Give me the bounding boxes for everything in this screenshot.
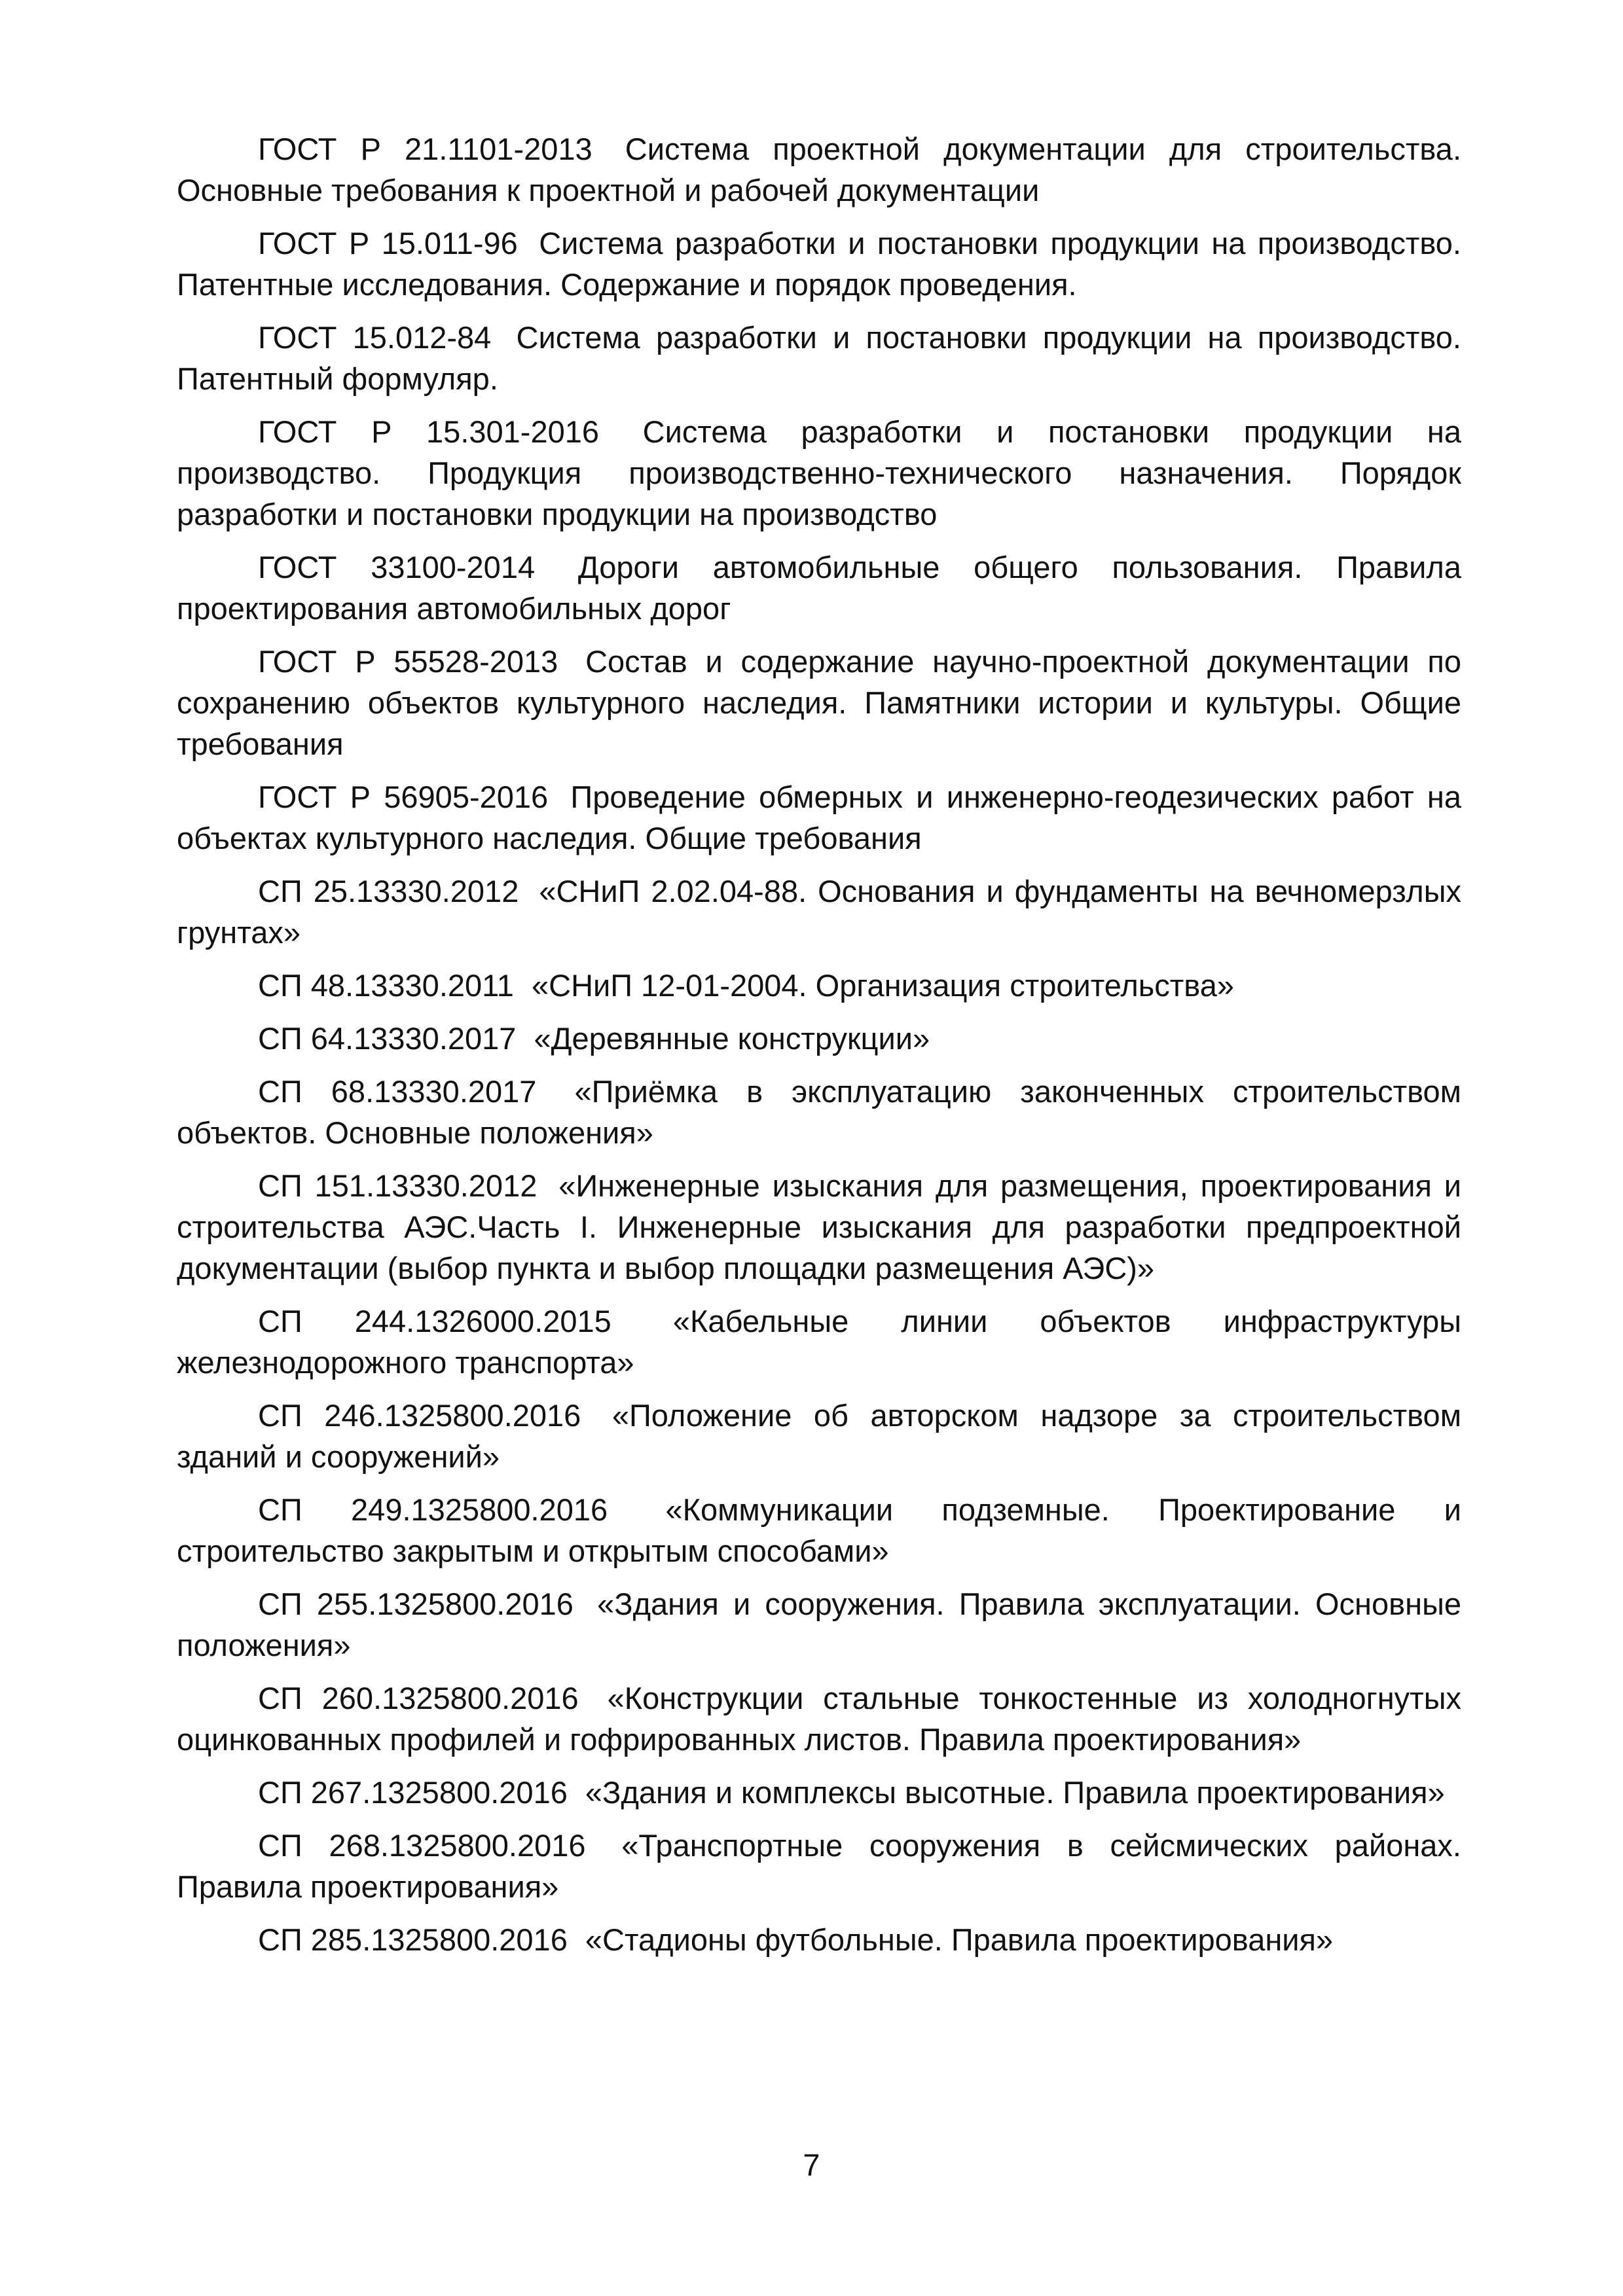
reference-code: ГОСТ Р 21.1101-2013	[258, 132, 593, 166]
page-number: 7	[803, 2147, 820, 2182]
reference-title: «СНиП 12-01-2004. Организация строительства»	[532, 968, 1234, 1003]
reference-item	[177, 641, 1461, 764]
reference-title: «Деревянные конструкции»	[534, 1021, 930, 1056]
reference-code: СП 246.1325800.2016	[258, 1398, 581, 1433]
reference-item	[177, 1919, 1461, 1960]
reference-code: СП 249.1325800.2016	[258, 1492, 608, 1527]
reference-title: Состав и содержание научно-проектной документации по сохранению объектов культурного наследия. Памятники истории и культуры. Общие требования	[177, 644, 1461, 761]
reference-title: «Приёмка в эксплуатацию законченных строительством объектов. Основные положения»	[177, 1074, 1461, 1150]
reference-title: Дороги автомобильные общего пользования. Правила проектирования автомобильных дорог	[177, 550, 1461, 626]
reference-item	[177, 317, 1461, 399]
reference-title: «Коммуникации подземные. Проектирование и строительство закрытым и открытым способами»	[177, 1492, 1461, 1568]
reference-item	[177, 223, 1461, 305]
reference-list	[177, 128, 1461, 1972]
reference-code: СП 268.1325800.2016	[258, 1828, 586, 1863]
reference-item	[177, 870, 1461, 953]
reference-code: СП 151.13330.2012	[258, 1168, 538, 1203]
reference-item	[177, 1489, 1461, 1571]
reference-code: ГОСТ Р 15.301-2016	[258, 414, 600, 449]
reference-code: ГОСТ 15.012-84	[258, 320, 492, 355]
reference-item	[177, 1825, 1461, 1907]
reference-item	[177, 1583, 1461, 1666]
reference-item	[177, 965, 1461, 1006]
reference-title: «Здания и комплексы высотные. Правила проектирования»	[585, 1775, 1445, 1810]
reference-title: «Транспортные сооружения в сейсмических районах. Правила проектирования»	[177, 1828, 1461, 1904]
reference-code: СП 48.13330.2011	[258, 968, 514, 1003]
reference-code: СП 64.13330.2017	[258, 1021, 517, 1056]
reference-item	[177, 547, 1461, 629]
reference-item	[177, 1772, 1461, 1813]
reference-code: ГОСТ Р 56905-2016	[258, 780, 549, 814]
reference-title: «Конструкции стальные тонкостенные из холодногнутых оцинкованных профилей и гофрированных листов. Правила проектирования»	[177, 1681, 1461, 1757]
reference-code: СП 260.1325800.2016	[258, 1681, 579, 1715]
reference-title: Проведение обмерных и инженерно-геодезических работ на объектах культурного наследия. Общие требования	[177, 780, 1461, 855]
reference-code: СП 255.1325800.2016	[258, 1587, 574, 1621]
reference-code: ГОСТ Р 55528-2013	[258, 644, 558, 679]
reference-code: ГОСТ Р 15.011-96	[258, 226, 518, 260]
reference-item	[177, 1300, 1461, 1383]
reference-title: «Здания и сооружения. Правила эксплуатации. Основные положения»	[177, 1587, 1461, 1662]
reference-title: «Кабельные линии объектов инфраструктуры железнодорожного транспорта»	[177, 1304, 1461, 1380]
reference-code: ГОСТ 33100-2014	[258, 550, 536, 584]
reference-code: СП 267.1325800.2016	[258, 1775, 568, 1810]
reference-title: Система разработки и постановки продукции на производство. Патентный формуляр.	[177, 320, 1461, 396]
reference-title: Система проектной документации для строительства. Основные требования к проектной и рабочей документации	[177, 132, 1461, 207]
reference-item	[177, 1165, 1461, 1289]
reference-item	[177, 776, 1461, 859]
reference-title: «Положение об авторском надзоре за строительством зданий и сооружений»	[177, 1398, 1462, 1474]
reference-code: СП 244.1326000.2015	[258, 1304, 611, 1338]
reference-item	[177, 1395, 1461, 1477]
reference-item	[177, 128, 1461, 211]
reference-code: СП 285.1325800.2016	[258, 1922, 568, 1957]
reference-item	[177, 1677, 1461, 1760]
reference-item	[177, 1071, 1461, 1153]
reference-item	[177, 1018, 1461, 1059]
reference-title: Система разработки и постановки продукции на производство. Патентные исследования. Содержание и порядок проведения.	[177, 226, 1461, 302]
reference-item	[177, 411, 1461, 535]
reference-code: СП 68.13330.2017	[258, 1074, 537, 1109]
reference-title: «Стадионы футбольные. Правила проектирования»	[585, 1922, 1334, 1957]
reference-code: СП 25.13330.2012	[258, 874, 519, 908]
reference-title: «Инженерные изыскания для размещения, проектирования и строительства АЭС.Часть I. Инженерные изыскания для разработки предпроектной документации (выбор пункта и выбор площадки размещения АЭС)»	[177, 1168, 1461, 1285]
reference-title: Система разработки и постановки продукции на производство. Продукция производственно-технического назначения. Порядок разработки и постановки продукции на производство	[177, 414, 1462, 531]
reference-title: «СНиП 2.02.04-88. Основания и фундаменты на вечномерзлых грунтах»	[177, 874, 1461, 950]
